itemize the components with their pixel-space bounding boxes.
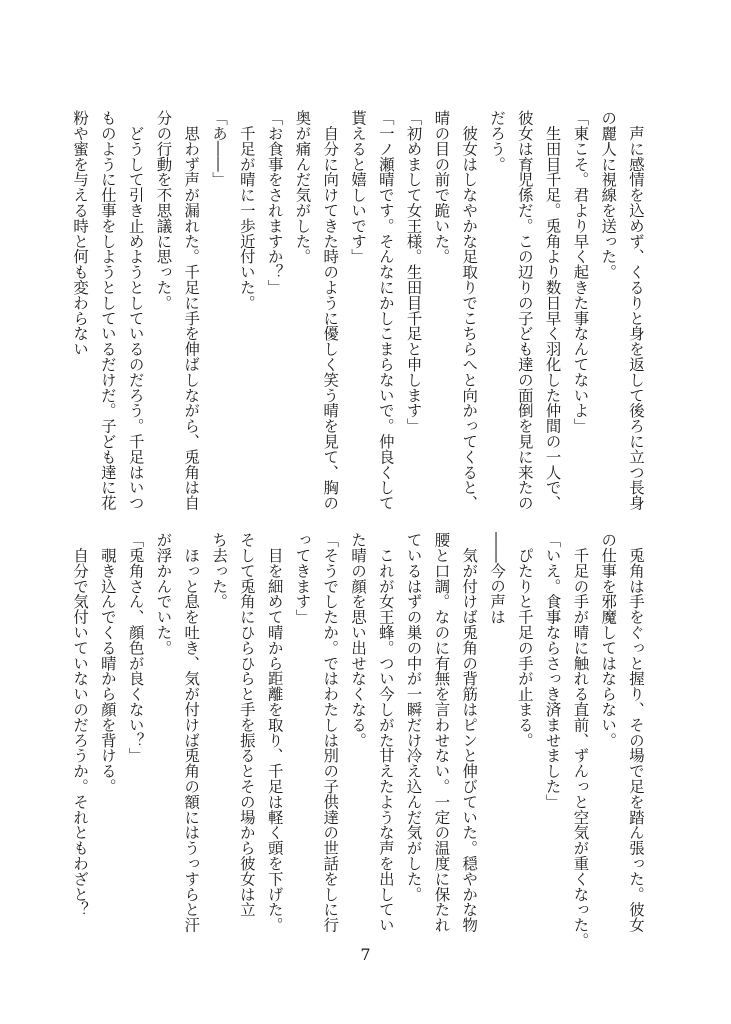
text-line: 声に感情を込めず、くるりと身を返して後ろに立つ長身 — [627, 110, 645, 511]
text-line: どうして引き止めようとしているのだろう。千足はいつ — [126, 110, 145, 511]
text-line: そして兎角にひらひらと手を振るとその場から彼女は立 — [237, 532, 256, 917]
text-line: 晴の目の前で跪いた。 — [432, 110, 451, 264]
text-line: これが女王蜂。つい今しがた甘えたような声を出してい — [376, 532, 395, 933]
text-line: 気が付けば兎角の背筋はピンと伸びていた。穏やかな物 — [460, 532, 479, 933]
text-line: 「兎角さん、顔色が良くない？」 — [126, 532, 145, 763]
text-line: 腰と口調。なのに有無を言わせない。一定の温度に保たれ — [432, 532, 451, 933]
text-line: 千足が晴に一歩近付いた。 — [237, 110, 256, 311]
text-line: 兎角は手をぐっと握り、その場で足を踏ん張った。彼女 — [627, 532, 645, 933]
text-line: 粉や蜜を与える時と何も変わらない — [71, 110, 90, 357]
text-line: 「一ノ瀬晴です。そんなにかしこまらないで。仲良くして — [376, 110, 395, 511]
text-line: が浮かんでいた。 — [154, 532, 173, 656]
text-line: ぴたりと千足の手が止まる。 — [515, 532, 534, 748]
lower-text-block — [71, 532, 649, 952]
text-line: 自分に向けてきた時のように優しく笑う晴を見て、胸の — [321, 110, 340, 511]
text-line: 「東こそ。君より早く起きた事なんてないよ」 — [571, 110, 590, 434]
text-line: 奥が痛んだ気がした。 — [293, 110, 312, 264]
text-line: 「お食事をされますか？」 — [265, 110, 284, 295]
text-line: ものように仕事をしようとしているだけだ。子ども達に花 — [98, 110, 117, 511]
text-line: 生田目千足。兎角より数日早く羽化した仲間の一人で、 — [543, 110, 562, 511]
text-line: 思わず声が漏れた。千足に手を伸ばしながら、兎角は自 — [182, 110, 201, 511]
text-line: 千足の手が晴に触れる直前、ずんっと空気が重くなった。 — [571, 532, 590, 948]
text-line: の麗人に視線を送った。 — [599, 110, 618, 280]
text-line: 彼女は育児係だ。この辺りの子ども達の面倒を見に来たの — [515, 110, 534, 511]
text-line: 覗き込んでくる晴から顔を背ける。 — [98, 532, 117, 794]
text-line: 貰えると嬉しいです」 — [349, 110, 368, 264]
text-line: 自分で気付いていないのだろうか。それともわざと？ — [71, 532, 90, 917]
text-line: の仕事を邪魔してはならない。 — [599, 532, 618, 748]
text-line: 目を細めて晴から距離を取り、千足は軽く頭を下げた。 — [265, 532, 284, 933]
text-line: 彼女はしなやかな足取りでこちらへと向かってくると、 — [460, 110, 479, 511]
text-line: だろう。 — [488, 110, 507, 172]
text-line: ているはずの巣の中が一瞬だけ冷え込んだ気がした。 — [404, 532, 423, 902]
text-line: 「あ――」 — [210, 110, 229, 187]
text-line: ほっと息を吐き、気が付けば兎角の額にはうっすらと汗 — [182, 532, 201, 933]
text-line: 「そうでしたか。ではわたしは別の子供達の世話をしに行 — [321, 532, 340, 933]
text-line: 「いえ。食事ならさっき済ませました」 — [543, 532, 562, 810]
text-line: 「初めまして女王様。生田目千足と申します」 — [404, 110, 423, 434]
text-line: ――今の声は — [488, 532, 507, 625]
text-line: ってきます」 — [293, 532, 312, 625]
text-line: た晴の顔を思い出せなくなる。 — [349, 532, 368, 748]
text-line: 分の行動を不思議に思った。 — [154, 110, 173, 311]
page-number: 7 — [360, 945, 371, 964]
upper-text-block — [71, 110, 649, 550]
text-line: ち去った。 — [210, 532, 229, 609]
